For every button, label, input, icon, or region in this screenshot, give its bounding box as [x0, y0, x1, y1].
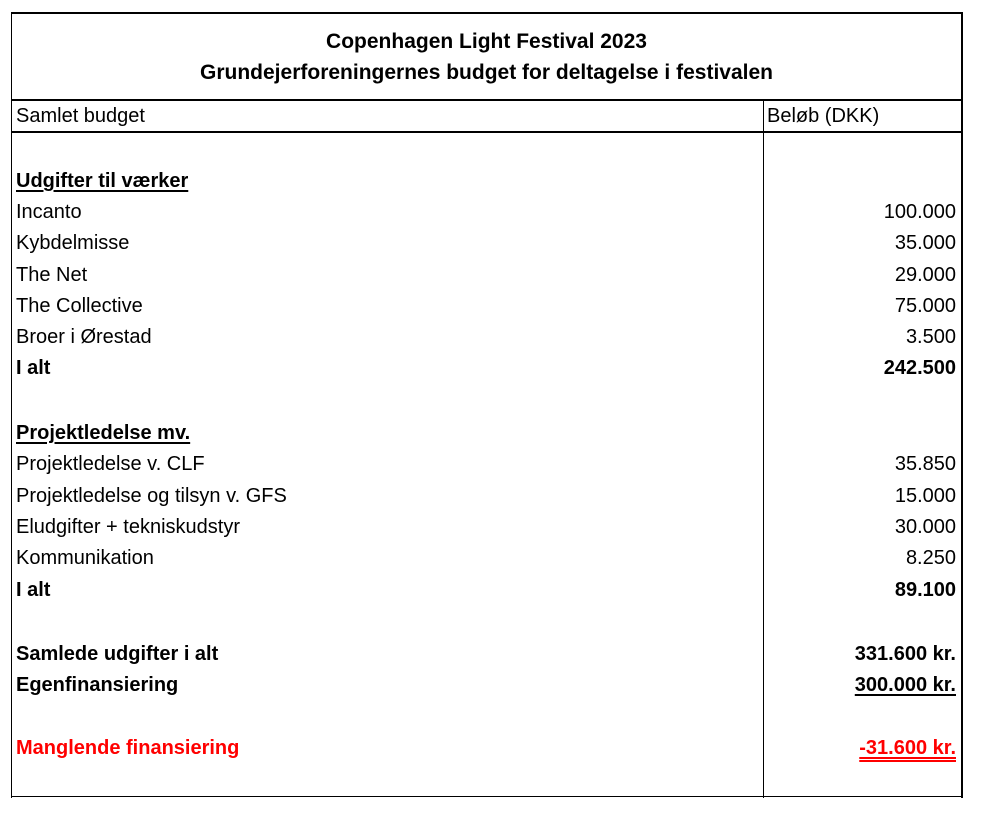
section-heading-label: Projektledelse mv.: [16, 422, 191, 444]
title-block: [12, 14, 961, 100]
row-value: 29.000: [894, 264, 956, 286]
row-value: 15.000: [894, 485, 956, 507]
table-row: [12, 512, 960, 543]
subtotal-value: 89.100: [894, 579, 956, 601]
table-row: [12, 228, 960, 259]
total-expenses-row: [12, 639, 960, 670]
row-value: 30.000: [894, 516, 956, 538]
table-row: [12, 260, 960, 291]
border-bottom: [12, 796, 962, 797]
header-col-amount: Beløb (DKK): [767, 105, 880, 127]
table-row: [12, 449, 960, 480]
row-label: Eludgifter + tekniskudstyr: [16, 516, 240, 538]
header-col-label: Samlet budget: [16, 105, 145, 127]
section-heading: [12, 166, 960, 197]
row-value: 35.850: [894, 453, 956, 475]
header-row: [12, 101, 960, 132]
total-expenses-label: Samlede udgifter i alt: [16, 643, 219, 665]
title-line-2: Grundejerforeningernes budget for deltagelse i festivalen: [200, 61, 773, 84]
row-value: 75.000: [894, 295, 956, 317]
section-heading: [12, 418, 960, 449]
title-line-1: Copenhagen Light Festival 2023: [326, 30, 647, 53]
self-financing-label: Egenfinansiering: [16, 674, 179, 696]
row-value: 3.500: [905, 326, 956, 348]
subtotal-row: [12, 353, 960, 384]
subtotal-value: 242.500: [883, 357, 956, 379]
row-value: 8.250: [905, 547, 956, 569]
table-row: [12, 291, 960, 322]
row-value: 100.000: [883, 201, 956, 223]
row-label: The Collective: [16, 295, 143, 317]
missing-financing-row: [12, 733, 960, 764]
subtotal-label: I alt: [16, 579, 51, 601]
row-label: Incanto: [16, 201, 82, 223]
table-row: [12, 481, 960, 512]
section-heading-label: Udgifter til værker: [16, 170, 189, 192]
table-row: [12, 543, 960, 574]
row-label: The Net: [16, 264, 88, 286]
table-row: [12, 197, 960, 228]
row-value: 35.000: [894, 232, 956, 254]
missing-financing-value: -31.600 kr.: [859, 737, 956, 759]
self-financing-row: [12, 670, 960, 701]
subtotal-label: I alt: [16, 357, 51, 379]
self-financing-value: 300.000 kr.: [854, 674, 956, 696]
border-right: [961, 12, 963, 798]
row-label: Projektledelse og tilsyn v. GFS: [16, 485, 287, 507]
total-expenses-value: 331.600 kr.: [854, 643, 956, 665]
row-label: Kybdelmisse: [16, 232, 130, 254]
row-label: Broer i Ørestad: [16, 326, 152, 348]
missing-financing-label: Manglende finansiering: [16, 737, 240, 759]
row-label: Projektledelse v. CLF: [16, 453, 205, 475]
table-row: [12, 322, 960, 353]
subtotal-row: [12, 575, 960, 606]
row-label: Kommunikation: [16, 547, 154, 569]
